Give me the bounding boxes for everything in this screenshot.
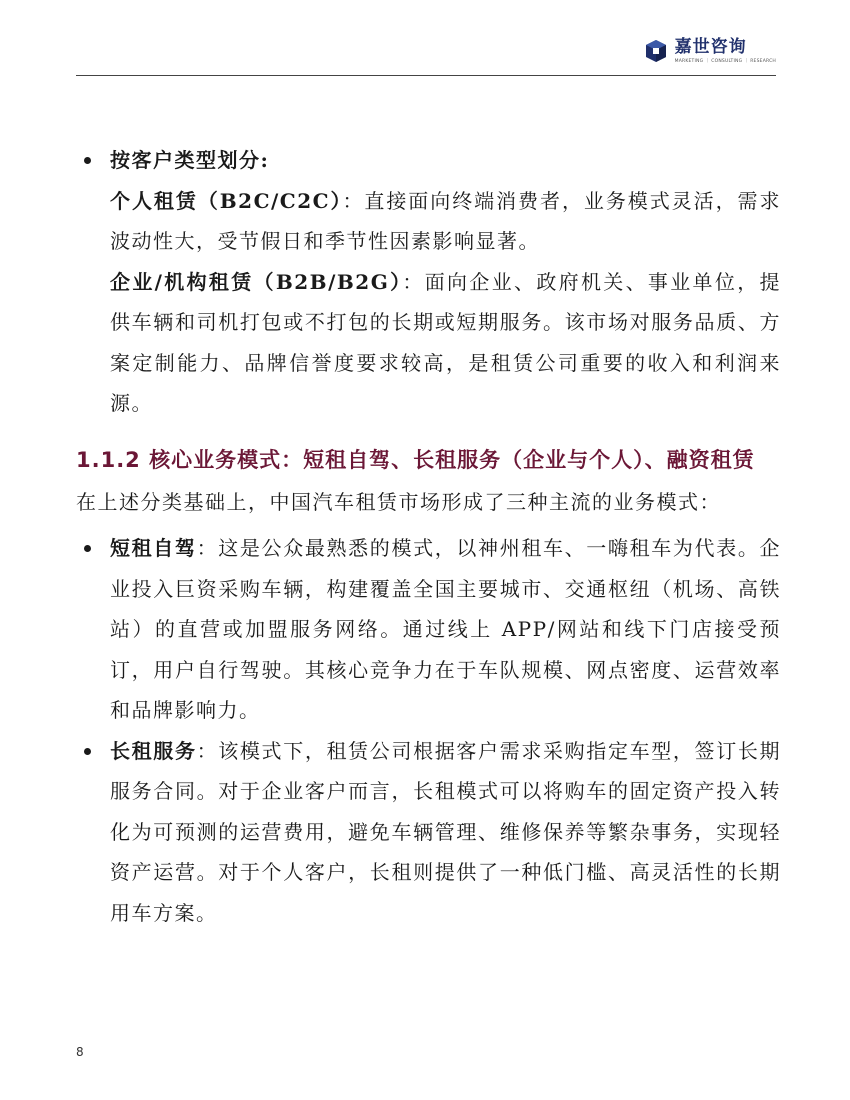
enterprise-rental-label: 企业/机构租赁（B2B/B2G） (110, 269, 403, 294)
brand-name: 嘉世咨询 (674, 37, 747, 57)
enterprise-rental-paragraph (110, 262, 781, 424)
bullet-dot (84, 157, 91, 164)
short-rental-text: ：这是公众最熟悉的模式，以神州租车、一嗨租车为代表。企业投入巨资采购车辆，构建覆盖全国主要城市、交通枢纽（机场、高铁站）的直营或加盟服务网络。通过线上 APP/网站和线下门店接受预订，用户自行驾驶。其核心竞争力在于车队规模、网点密度、运营效率和品牌影响力。 (110, 536, 782, 722)
personal-rental-text: ：直接面向终端消费者，业务模式灵活，需求波动性大，受节假日和季节性因素影响显著。 (110, 188, 782, 253)
short-rental-label: 短租自驾 (110, 536, 197, 560)
enterprise-rental-text: ：面向企业、政府机关、事业单位，提供车辆和司机打包或不打包的长期或短期服务。该市场对服务品质、方案定制能力、品牌信誉度要求较高，是租赁公司重要的收入和利润来源。 (110, 269, 782, 415)
personal-rental-paragraph (110, 181, 781, 262)
long-rental-label: 长租服务 (110, 738, 197, 763)
header-divider (76, 75, 776, 76)
section-heading: 1.1.2 核心业务模式：短租自驾、长租服务（企业与个人）、融资租赁 (76, 447, 755, 472)
customer-type-section (76, 140, 781, 424)
list-item (76, 731, 781, 934)
personal-rental-label: 个人租赁（B2C/C2C） (110, 188, 343, 213)
customer-type-title: 按客户类型划分: (110, 148, 270, 172)
intro-paragraph: 在上述分类基础上，中国汽车租赁市场形成了三种主流的业务模式： (76, 489, 721, 514)
brand-logo (643, 38, 776, 64)
long-rental-text: ：该模式下，租赁公司根据客户需求采购指定车型，签订长期服务合同。对于企业客户而言，长租模式可以将购车的固定资产投入转化为可预测的运营费用，避免车辆管理、维修保养等繁杂事务，实现轻资产运营。对于个人客户，长租则提供了一种低门槛、高灵活性的长期用车方案。 (110, 738, 782, 925)
brand-tagline: MARKETING ｜ CONSULTING ｜ RESEARCH (674, 59, 776, 64)
page-number: 8 (76, 1045, 84, 1059)
short-rental-paragraph (110, 528, 781, 731)
list-item (76, 528, 781, 731)
brand-mark-icon (643, 38, 669, 64)
page-body (76, 140, 781, 933)
page-header (76, 30, 776, 76)
long-rental-paragraph (110, 731, 781, 934)
bullet-dot (84, 545, 91, 552)
bullet-dot (84, 748, 91, 755)
